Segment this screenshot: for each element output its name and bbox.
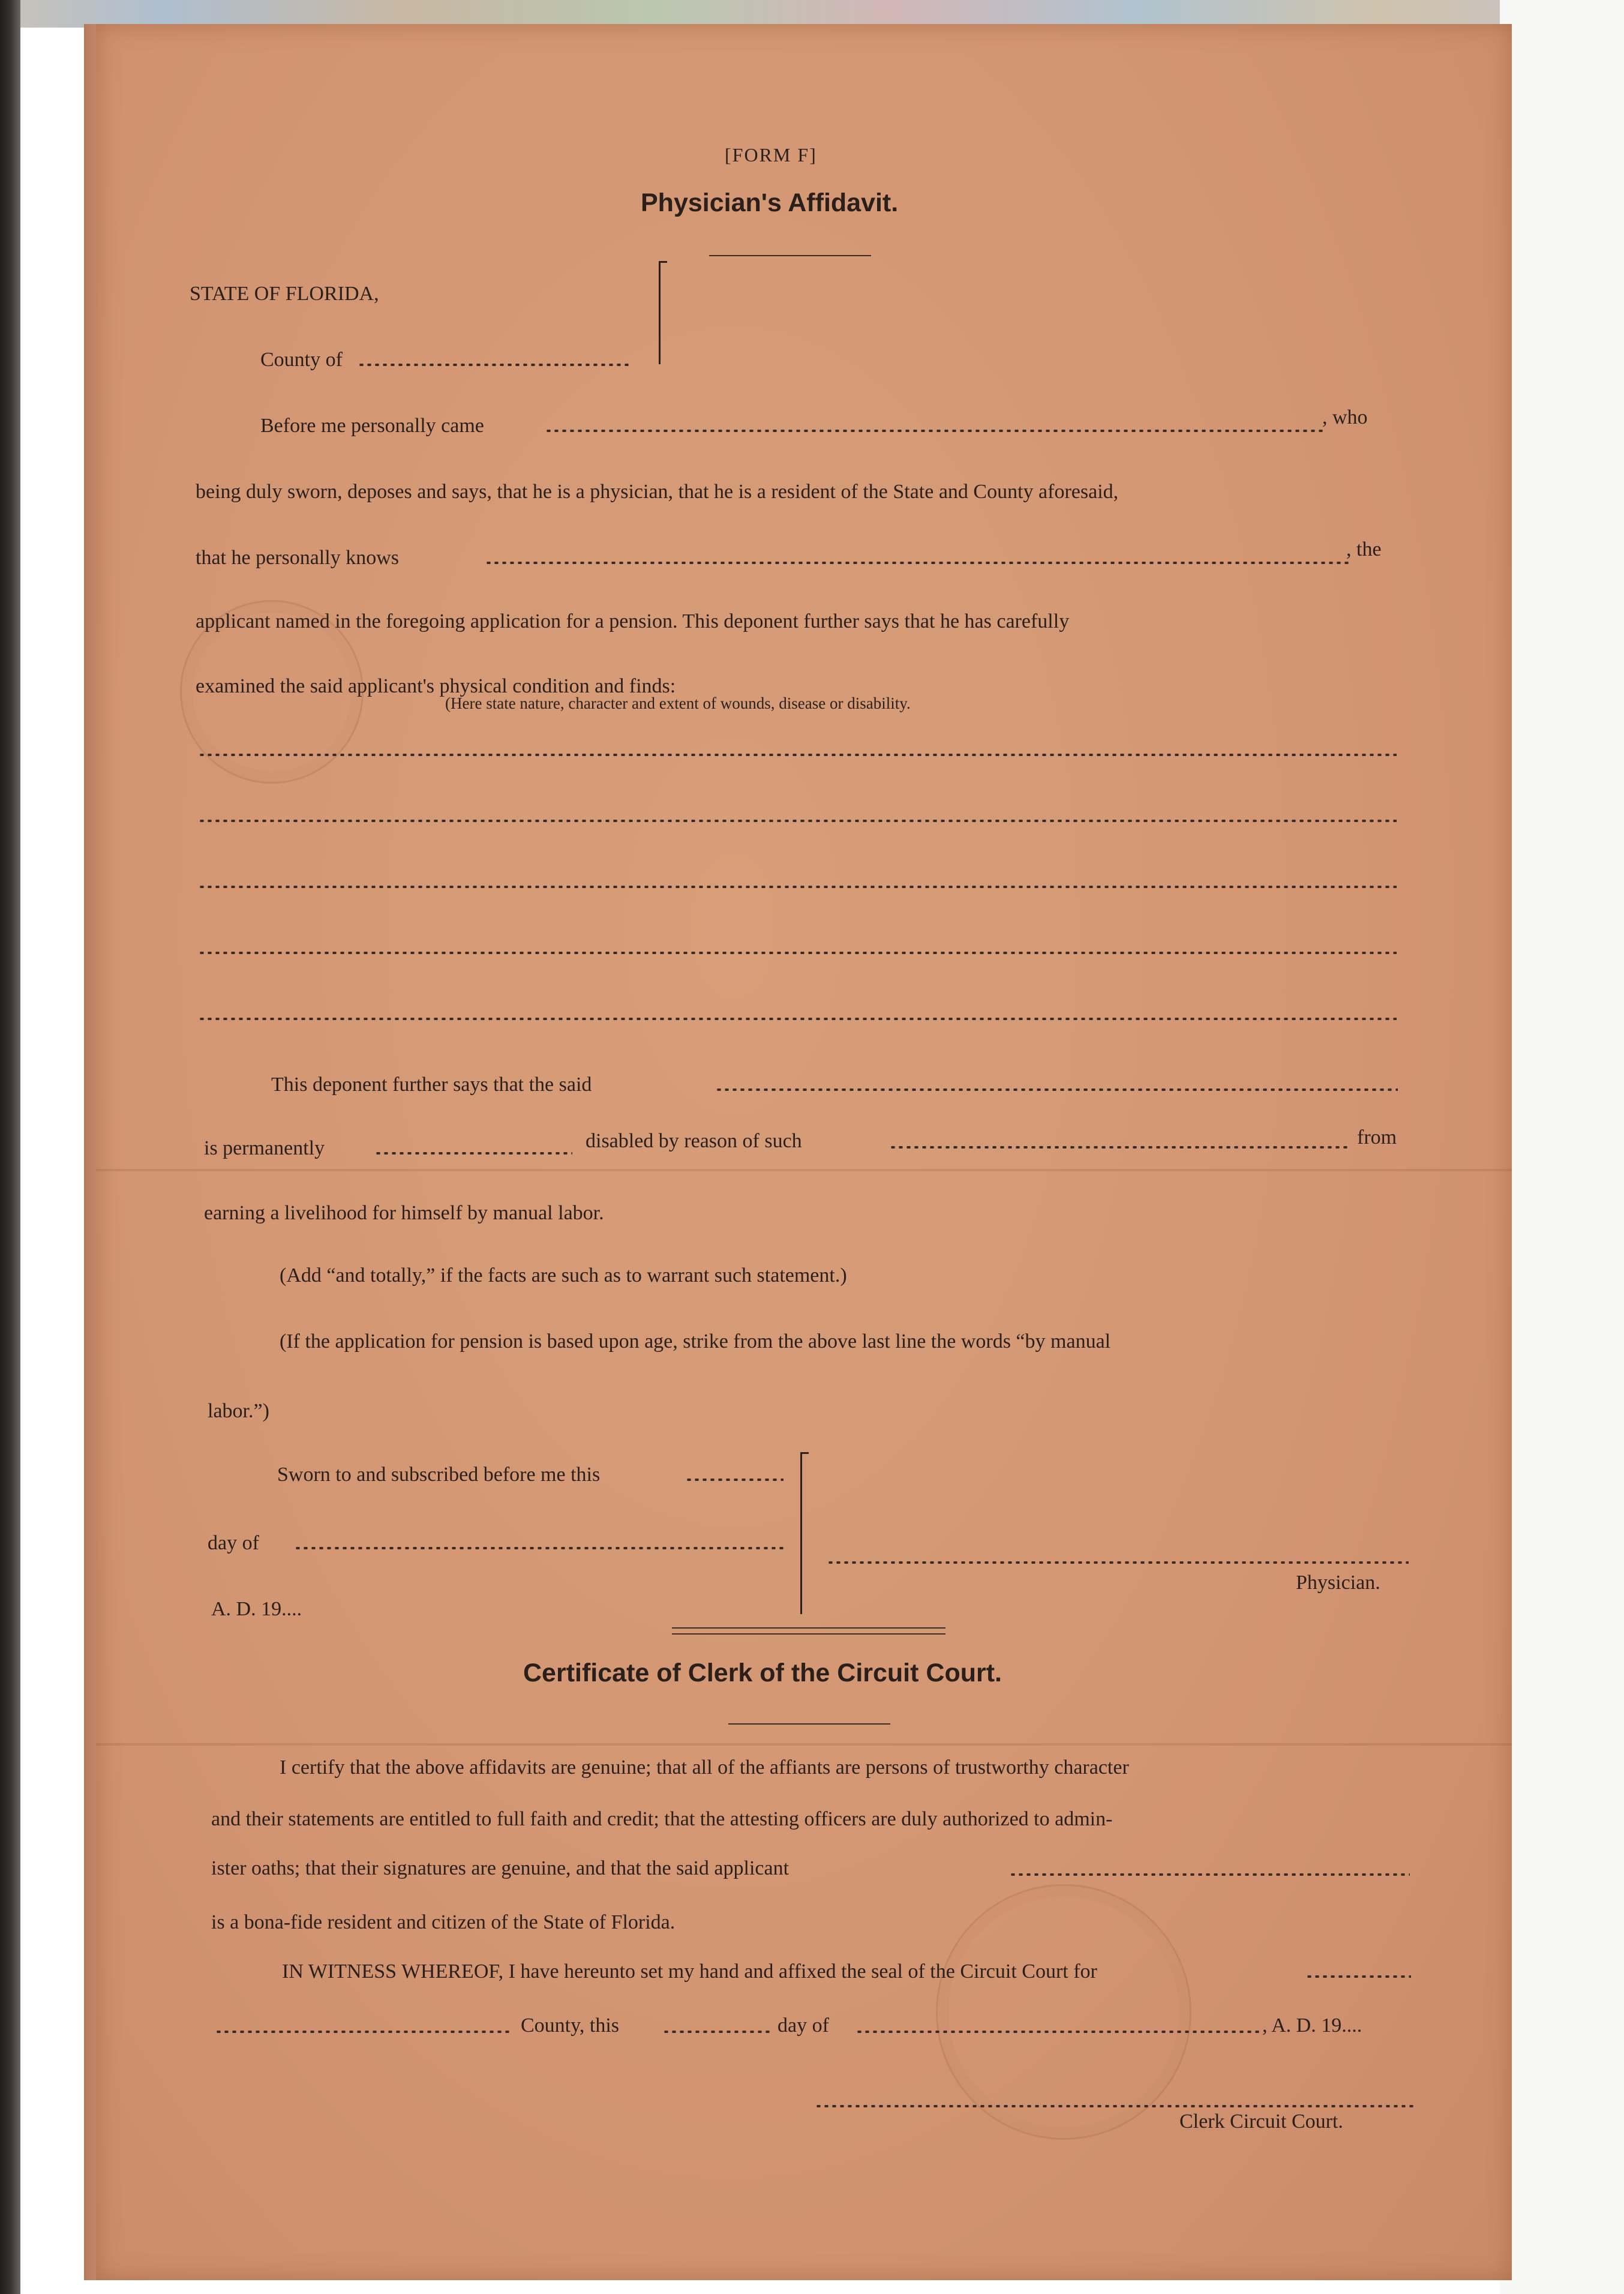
applicant-named-text: applicant named in the foregoing application for a pension. This deponent further says that he has carefully [196,610,1070,632]
before-me-text: Before me personally came [260,415,484,437]
earning-text: earning a livelihood for himself by manual labor. [204,1202,604,1224]
certificate-paragraph-4: is a bona-fide resident and citizen of the State of Florida. [211,1911,676,1933]
section-divider [672,1633,945,1635]
sworn-to-text: Sworn to and subscribed before me this [277,1464,601,1486]
embossed-seal [936,1884,1191,2140]
physician-label: Physician. [1296,1572,1380,1594]
certificate-paragraph-3: ister oaths; that their signatures are genuine, and that the said applicant [211,1857,790,1879]
section-divider [672,1627,945,1629]
venue-county-label: County of [260,349,343,371]
said-name-blank[interactable] [715,1088,1398,1091]
cert-ad-text: , A. D. 19.... [1262,2014,1362,2037]
venue-brace [659,261,671,364]
from-text: from [1357,1126,1397,1149]
clerk-signature-line[interactable] [815,2105,1413,2107]
findings-line-4[interactable] [198,952,1397,954]
disability-blank[interactable] [889,1146,1351,1149]
labor-close-text: labor.”) [208,1400,269,1422]
knows-text: that he personally knows [196,547,399,569]
affiant-name-blank[interactable] [545,430,1325,432]
findings-line-5[interactable] [198,1018,1397,1020]
paper-fold [96,1743,1512,1746]
permanently-text: is permanently [204,1137,325,1159]
form-label: [FORM F] [725,144,817,166]
age-note: (If the application for pension is based upon age, strike from the above last line the words “by manual [280,1330,1111,1353]
scan-background-right [1500,0,1624,2294]
county-this-text: County, this [521,2014,620,2037]
certificate-paragraph-2: and their statements are entitled to full faith and credit; that the attesting officers are duly authorized to admin- [211,1808,1113,1830]
findings-line-1[interactable] [198,754,1397,756]
month-blank[interactable] [294,1547,786,1549]
certificate-title-rule [728,1723,890,1725]
ad-year-text: A. D. 19.... [211,1598,302,1620]
county-name-blank[interactable] [215,2031,510,2033]
scan-border-left [0,0,20,2294]
examined-note: (Here state nature, character and extent of wounds, disease or disability. [445,694,911,712]
applicant-blank[interactable] [1009,1873,1410,1876]
disabled-by-text: disabled by reason of such [586,1130,802,1152]
certificate-paragraph-1: I certify that the above affidavits are genuine; that all of the affiants are persons of trustworthy character [280,1756,1129,1779]
court-county-blank[interactable] [1305,1975,1411,1978]
add-totally-note: (Add “and totally,” if the facts are such as to warrant such statement.) [280,1264,847,1287]
examined-text: examined the said applicant's physical condition and finds: [196,675,676,697]
cert-day-blank[interactable] [662,2031,773,2033]
totally-blank[interactable] [374,1152,572,1155]
the-text: , the [1346,538,1382,560]
sworn-day-blank[interactable] [685,1479,784,1481]
cert-day-of-text: day of [778,2014,829,2037]
venue-state: STATE OF FLORIDA, [190,283,379,305]
findings-line-3[interactable] [198,886,1397,888]
clerk-label: Clerk Circuit Court. [1179,2110,1343,2133]
applicant-name-blank[interactable] [485,562,1349,564]
findings-line-2[interactable] [198,820,1397,822]
further-says-text: This deponent further says that the said [271,1073,592,1096]
certificate-title: Certificate of Clerk of the Circuit Court. [523,1659,1002,1687]
page-title: Physician's Affidavit. [641,188,899,217]
physician-signature-line[interactable] [827,1561,1409,1564]
day-of-text: day of [208,1532,259,1554]
cert-month-blank[interactable] [855,2031,1261,2033]
county-blank[interactable] [358,364,631,366]
title-rule [709,255,871,256]
sworn-brace [800,1452,813,1614]
witness-text: IN WITNESS WHEREOF, I have hereunto set my hand and affixed the seal of the Circuit Court for [282,1960,1097,1983]
sworn-physician-text: being duly sworn, deposes and says, that he is a physician, that he is a resident of the State and County aforesaid, [196,481,1119,503]
who-text: , who [1322,406,1368,428]
paper-fold [96,1169,1512,1171]
